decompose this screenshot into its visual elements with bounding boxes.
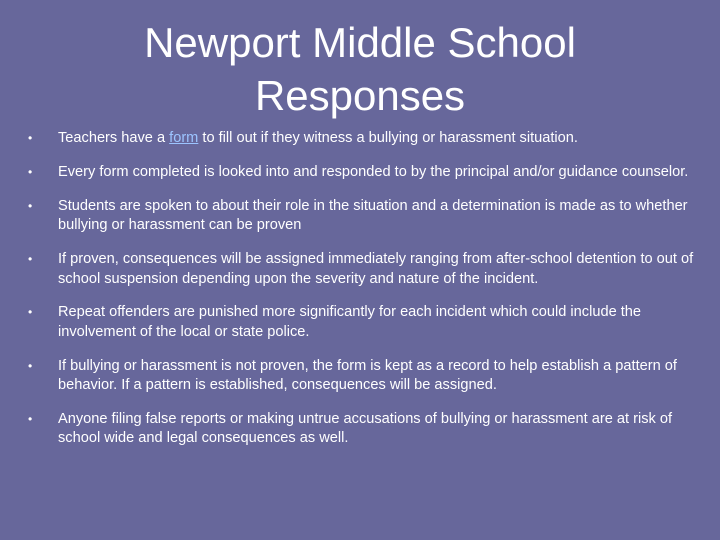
bullet-text-post: to fill out if they witness a bullying or harassment situation. xyxy=(198,130,578,146)
bullet-text-pre: Teachers have a xyxy=(58,130,170,146)
bullet-list xyxy=(28,129,694,463)
bullet-text: Anyone filing false reports or making untrue accusations of bullying or harassment are at risk of school wide and legal consequences as well. xyxy=(58,411,673,447)
slide-title-line-2: Responses xyxy=(254,72,466,119)
bullet-marker-icon: • xyxy=(28,164,33,179)
form-link[interactable]: form xyxy=(169,130,199,146)
slide-title xyxy=(0,16,720,122)
bullet-text: If proven, consequences will be assigned immediately ranging from after-school detention to out of school suspension depending upon the severity and nature of the incident. xyxy=(58,251,694,287)
bullet-item xyxy=(28,250,694,289)
slide-title-line-1: Newport Middle School xyxy=(144,19,576,66)
bullet-marker-icon: • xyxy=(28,252,33,267)
bullet-text: Every form completed is looked into and responded to by the principal and/or guidance counselor. xyxy=(58,163,689,180)
bullet-text: Students are spoken to about their role in the situation and a determination is made as to whether bullying or harassment can be proven xyxy=(58,197,688,234)
bullet-item-form xyxy=(28,129,694,148)
bullet-marker-icon: • xyxy=(28,131,33,145)
bullet-item xyxy=(28,410,694,449)
bullet-marker-icon: • xyxy=(28,358,33,373)
bullet-marker-icon: • xyxy=(28,412,33,427)
bullet-marker-icon: • xyxy=(28,305,33,320)
bullet-item xyxy=(28,303,694,342)
bullet-text: Repeat offenders are punished more significantly for each incident which could include the involvement of the local or state police. xyxy=(58,304,642,340)
bullet-item xyxy=(28,163,694,182)
bullet-item xyxy=(28,197,694,236)
bullet-marker-icon: • xyxy=(28,198,33,213)
bullet-text: If bullying or harassment is not proven, the form is kept as a record to help establish a pattern of behavior. If a pattern is established, consequences will be assigned. xyxy=(58,357,677,394)
bullet-item xyxy=(28,357,694,396)
